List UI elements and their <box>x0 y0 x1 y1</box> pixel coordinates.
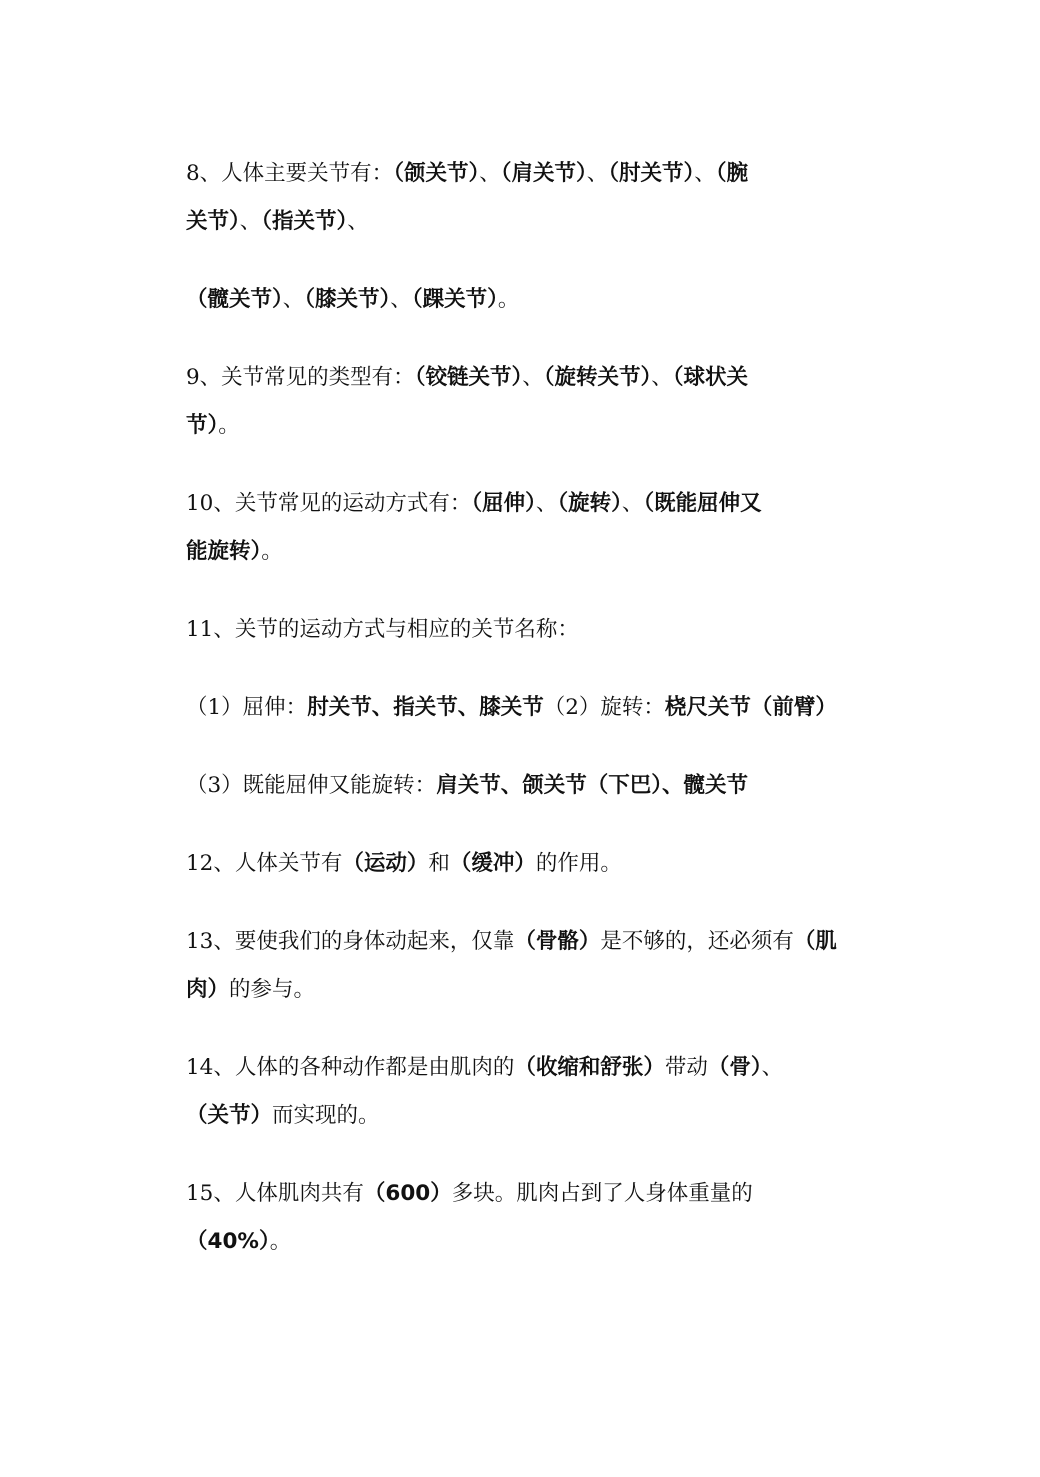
text-run: 8、人体主要关节有： <box>186 161 394 186</box>
text-line <box>186 402 866 450</box>
paragraph-item-11-part-1 <box>186 684 866 732</box>
answer-run: （旋转关节） <box>543 365 652 390</box>
text-run: 15、人体肌肉共有 <box>186 1181 364 1206</box>
text-run: 、 <box>390 287 412 312</box>
text-run: 。 <box>497 287 520 312</box>
paragraph-item-12 <box>186 840 866 888</box>
text-run: 是不够的，还必须有 <box>600 929 794 954</box>
answer-run: （颌关节） <box>393 161 480 186</box>
text-run: 10、关节常见的运动方式有： <box>186 491 472 516</box>
answer-run: （肌 <box>793 929 837 954</box>
text-line <box>186 276 866 324</box>
text-run: （1）屈伸： <box>186 695 308 720</box>
answer-run: （指关节） <box>261 209 348 234</box>
text-run: （2）旋转： <box>543 695 665 720</box>
text-line <box>186 966 866 1014</box>
paragraph-item-13 <box>186 918 866 1014</box>
text-run: 、 <box>479 161 501 186</box>
answer-run: （缓冲） <box>449 851 536 876</box>
answer-run: （铰链关节） <box>414 365 523 390</box>
answer-run: （肘关节） <box>608 161 695 186</box>
paragraph-item-14 <box>186 1044 866 1140</box>
text-run: 14、人体的各种动作都是由肌肉的 <box>186 1055 515 1080</box>
answer-run: （髋关节） <box>186 287 283 312</box>
answer-run: 肉） <box>186 977 230 1002</box>
text-run: （3）既能屈伸又能旋转： <box>186 773 437 798</box>
text-line <box>186 1218 866 1266</box>
paragraph-item-9 <box>186 354 866 450</box>
text-run: 、 <box>621 491 644 516</box>
text-line <box>186 684 866 732</box>
text-line <box>186 150 866 198</box>
text-run: 、 <box>761 1055 784 1080</box>
answer-run: 桡尺关节（前臂） <box>664 695 837 720</box>
text-line <box>186 1044 866 1092</box>
answer-run: （既能屈伸又 <box>643 491 762 516</box>
answer-run: （旋转） <box>557 491 622 516</box>
text-run: 13、要使我们的身体动起来，仅靠 <box>186 929 515 954</box>
text-run: 、 <box>694 161 716 186</box>
answer-run: （关节） <box>186 1103 273 1128</box>
text-line <box>186 354 866 402</box>
paragraph-item-8 <box>186 150 866 246</box>
answer-run: 肩关节、颌关节（下巴）、髋关节 <box>436 773 748 798</box>
answer-run: （骨） <box>707 1055 762 1080</box>
paragraph-item-11 <box>186 606 866 654</box>
paragraph-item-15 <box>186 1170 866 1266</box>
answer-run: （40%） <box>186 1229 270 1254</box>
answer-run: （收缩和舒张） <box>514 1055 665 1080</box>
text-run: 、 <box>535 491 558 516</box>
document-body <box>186 150 866 1296</box>
paragraph-item-10 <box>186 480 866 576</box>
answer-run: （膝关节） <box>304 287 391 312</box>
text-run: 。 <box>218 413 240 438</box>
text-line <box>186 918 866 966</box>
text-run: 带动 <box>664 1055 708 1080</box>
text-run: 、 <box>239 209 262 234</box>
answer-run: （球状关 <box>672 365 749 390</box>
text-run: 多块。肌肉占到了人身体重量的 <box>451 1181 753 1206</box>
text-run: 、 <box>522 365 544 390</box>
text-line <box>186 528 866 576</box>
text-run: 12、人体关节有 <box>186 851 343 876</box>
answer-run: （运动） <box>342 851 429 876</box>
answer-run: （600） <box>363 1181 452 1206</box>
text-run: 的参与。 <box>229 977 316 1002</box>
text-run: 、 <box>651 365 673 390</box>
text-run: 而实现的。 <box>272 1103 380 1128</box>
text-run: 、 <box>282 287 305 312</box>
text-run: 11、关节的运动方式与相应的关节名称： <box>186 617 579 642</box>
text-run: 的作用。 <box>535 851 622 876</box>
text-run: 。 <box>261 539 283 564</box>
answer-run: （腕 <box>715 161 749 186</box>
text-run: 和 <box>428 851 450 876</box>
answer-run: （屈伸） <box>471 491 536 516</box>
answer-run: 肘关节、指关节、膝关节 <box>307 695 544 720</box>
answer-run: 节） <box>186 413 219 438</box>
answer-run: 关节） <box>186 209 240 234</box>
answer-run: （踝关节） <box>411 287 498 312</box>
text-line <box>186 480 866 528</box>
text-run: 9、关节常见的类型有： <box>186 365 415 390</box>
answer-run: （肩关节） <box>500 161 587 186</box>
answer-run: （骨骼） <box>514 929 601 954</box>
text-line <box>186 606 866 654</box>
text-line <box>186 762 866 810</box>
text-line <box>186 198 866 246</box>
paragraph-item-8-continued <box>186 276 866 324</box>
text-line <box>186 840 866 888</box>
text-run: 。 <box>269 1229 292 1254</box>
answer-run: 能旋转） <box>186 539 262 564</box>
text-line <box>186 1092 866 1140</box>
text-run: 、 <box>586 161 609 186</box>
text-line <box>186 1170 866 1218</box>
paragraph-item-11-part-3 <box>186 762 866 810</box>
text-run: 、 <box>347 209 369 234</box>
